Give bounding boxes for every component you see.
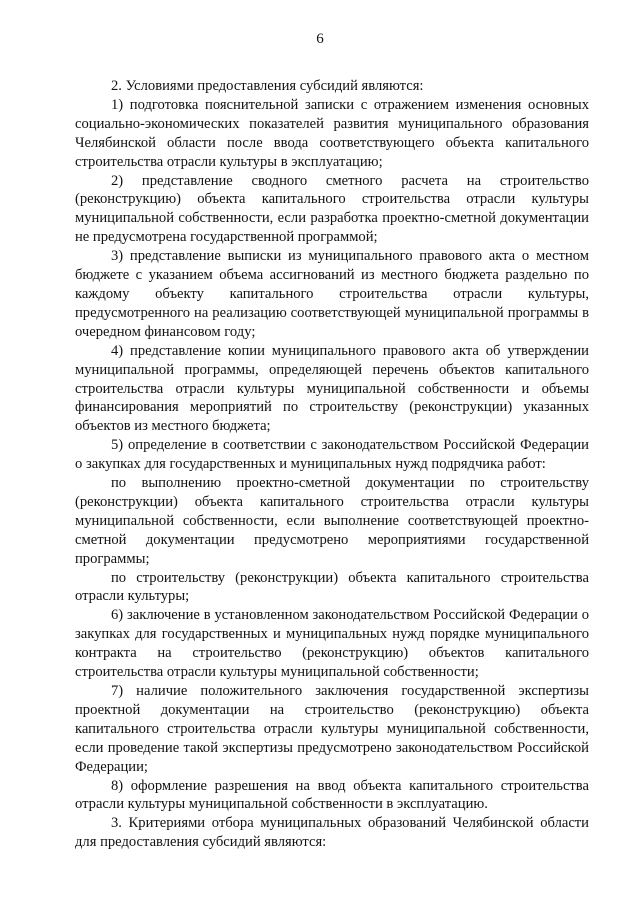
- paragraph-condition-1: 1) подготовка пояснительной записки с отражением изменения основных социально-экономических показателей развития муниципального образования Челябинской области после ввода соответствующего объекта капитального строительства отрасли культуры в эксплуатацию;: [75, 96, 589, 170]
- paragraph-conditions-heading: 2. Условиями предоставления субсидий являются:: [111, 78, 424, 94]
- paragraph-selection-criteria: 3. Критериями отбора муниципальных образований Челябинской области для предоставления субсидий являются:: [75, 815, 589, 851]
- document-body: [75, 77, 589, 852]
- paragraph-condition-3: 3) представление выписки из муниципального правового акта о местном бюджете с указанием объема ассигнований из местного бюджета раздельно по каждому объекту капитального строительства отрасли культуры, предусмотренного на реализацию соответствующей муниципальной программы в очередном финансовом году;: [75, 248, 589, 340]
- paragraph-condition-5: 5) определение в соответствии с законодательством Российской Федерации о закупках для государственных и муниципальных нужд подрядчика работ:: [75, 437, 589, 473]
- page-number: 6: [316, 31, 324, 47]
- paragraph-condition-7: 7) наличие положительного заключения государственной экспертизы проектной документации на строительство (реконструкцию) объекта капитального строительства отрасли культуры муниципальной собственности, если проведение такой экспертизы предусмотрено законодательством Российской Федерации;: [75, 683, 589, 775]
- paragraph-condition-6: 6) заключение в установленном законодательством Российской Федерации о закупках для государственных и муниципальных нужд порядке муниципального контракта на строительство (реконструкцию) объектов капитального строительства отрасли культуры муниципальной собственности;: [75, 607, 589, 681]
- paragraph-condition-4: 4) представление копии муниципального правового акта об утверждении муниципальной программы, определяющей перечень объектов капитального строительства отрасли культуры муниципальной собственности и объемы финансирования мероприятий по строительству (реконструкции) указанных объектов из местного бюджета;: [75, 342, 589, 435]
- paragraph-condition-8: 8) оформление разрешения на ввод объекта капитального строительства отрасли культуры муниципальной собственности в эксплуатацию.: [75, 777, 589, 813]
- paragraph-condition-2: 2) представление сводного сметного расчета на строительство (реконструкцию) объекта капитального строительства отрасли культуры муниципальной собственности, если разработка проектно-сметной документации не предусмотрена государственной программой;: [75, 172, 589, 246]
- paragraph-condition-5-construction: по строительству (реконструкции) объекта капитального строительства отрасли культуры;: [75, 569, 589, 605]
- paragraph-condition-5-design: по выполнению проектно-сметной документации по строительству (реконструкции) объекта капитального строительства отрасли культуры муниципальной собственности, если выполнение соответствующей проектно-сметной документации предусмотрено мероприятиями государственной программы;: [75, 475, 589, 567]
